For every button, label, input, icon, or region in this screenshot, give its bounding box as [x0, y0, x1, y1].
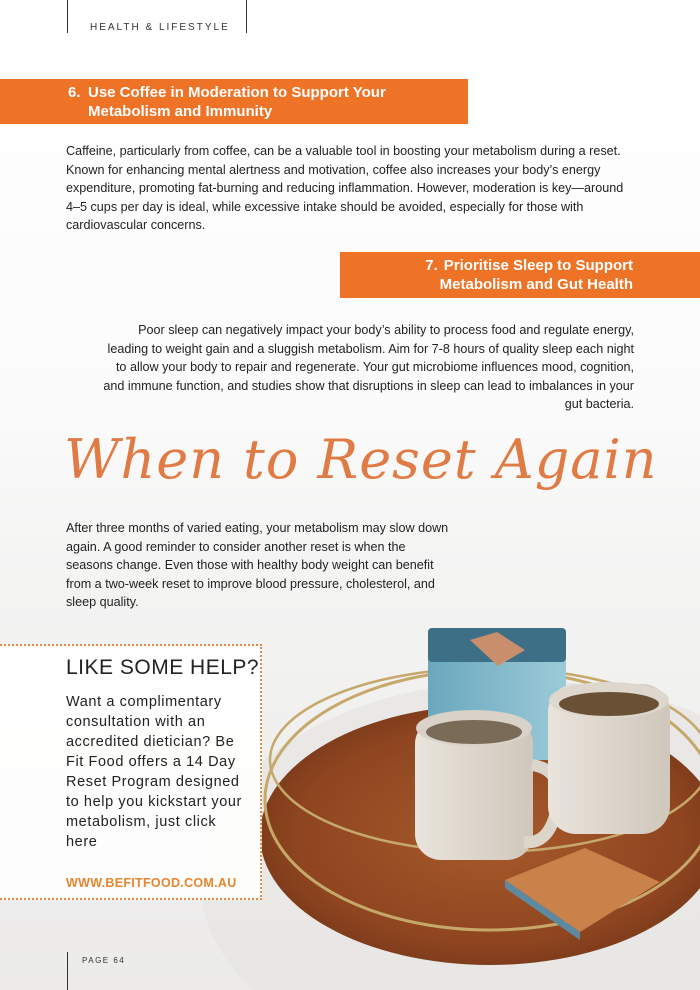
section7-title-line2: Metabolism and Gut Health: [439, 276, 633, 293]
help-title: LIKE SOME HELP?: [66, 656, 260, 679]
section7-body: Poor sleep can negatively impact your body’s ability to process food and regulate energy, leading to weight gain and a sluggish metabolism. Aim for 7-8 hours of quality sleep each night to allow your body to repair and regenerate. Your gut microbiome influences mood, cognition, and immune function, and studies show that disruptions in sleep can lead to imbalances in your gut bacteria.: [103, 323, 634, 411]
section6-title-line1: Use Coffee in Moderation to Support Your: [88, 84, 386, 101]
section7-title-line1: Prioritise Sleep to Support: [443, 257, 633, 274]
reset-body: After three months of varied eating, your metabolism may slow down again. A good reminder to consider another reset is when the seasons change. Even those with healthy body weight can benefit from a two-week reset to improve blood pressure, cholesterol, and sleep quality.: [66, 521, 449, 609]
section6-title-line2: Metabolism and Immunity: [88, 103, 273, 120]
section6-body: Caffeine, particularly from coffee, can be a valuable tool in boosting your metabolism during a reset. Known for enhancing mental alertness and motivation, coffee also increases your body’s energy expenditure, promoting fat-burning and reducing inflammation. However, moderation is key—around 4–5 cups per day is ideal, while excessive intake should be avoided, especially for those with cardiovascular concerns.: [66, 144, 624, 232]
section-header: HEALTH & LIFESTYLE: [90, 22, 230, 33]
footer-divider: [67, 952, 68, 990]
section6-number: 6.: [68, 84, 81, 101]
website-link[interactable]: WWW.BEFITFOOD.COM.AU: [66, 876, 237, 890]
page-number: PAGE 64: [82, 956, 126, 965]
help-text: Want a complimentary consultation with an accredited dietician? Be Fit Food offers a 14 Day Reset Program designed to help you kickstart your metabolism, just click here: [66, 694, 242, 850]
reset-heading: When to Reset Again: [64, 428, 658, 491]
section7-number: 7.: [425, 257, 438, 274]
